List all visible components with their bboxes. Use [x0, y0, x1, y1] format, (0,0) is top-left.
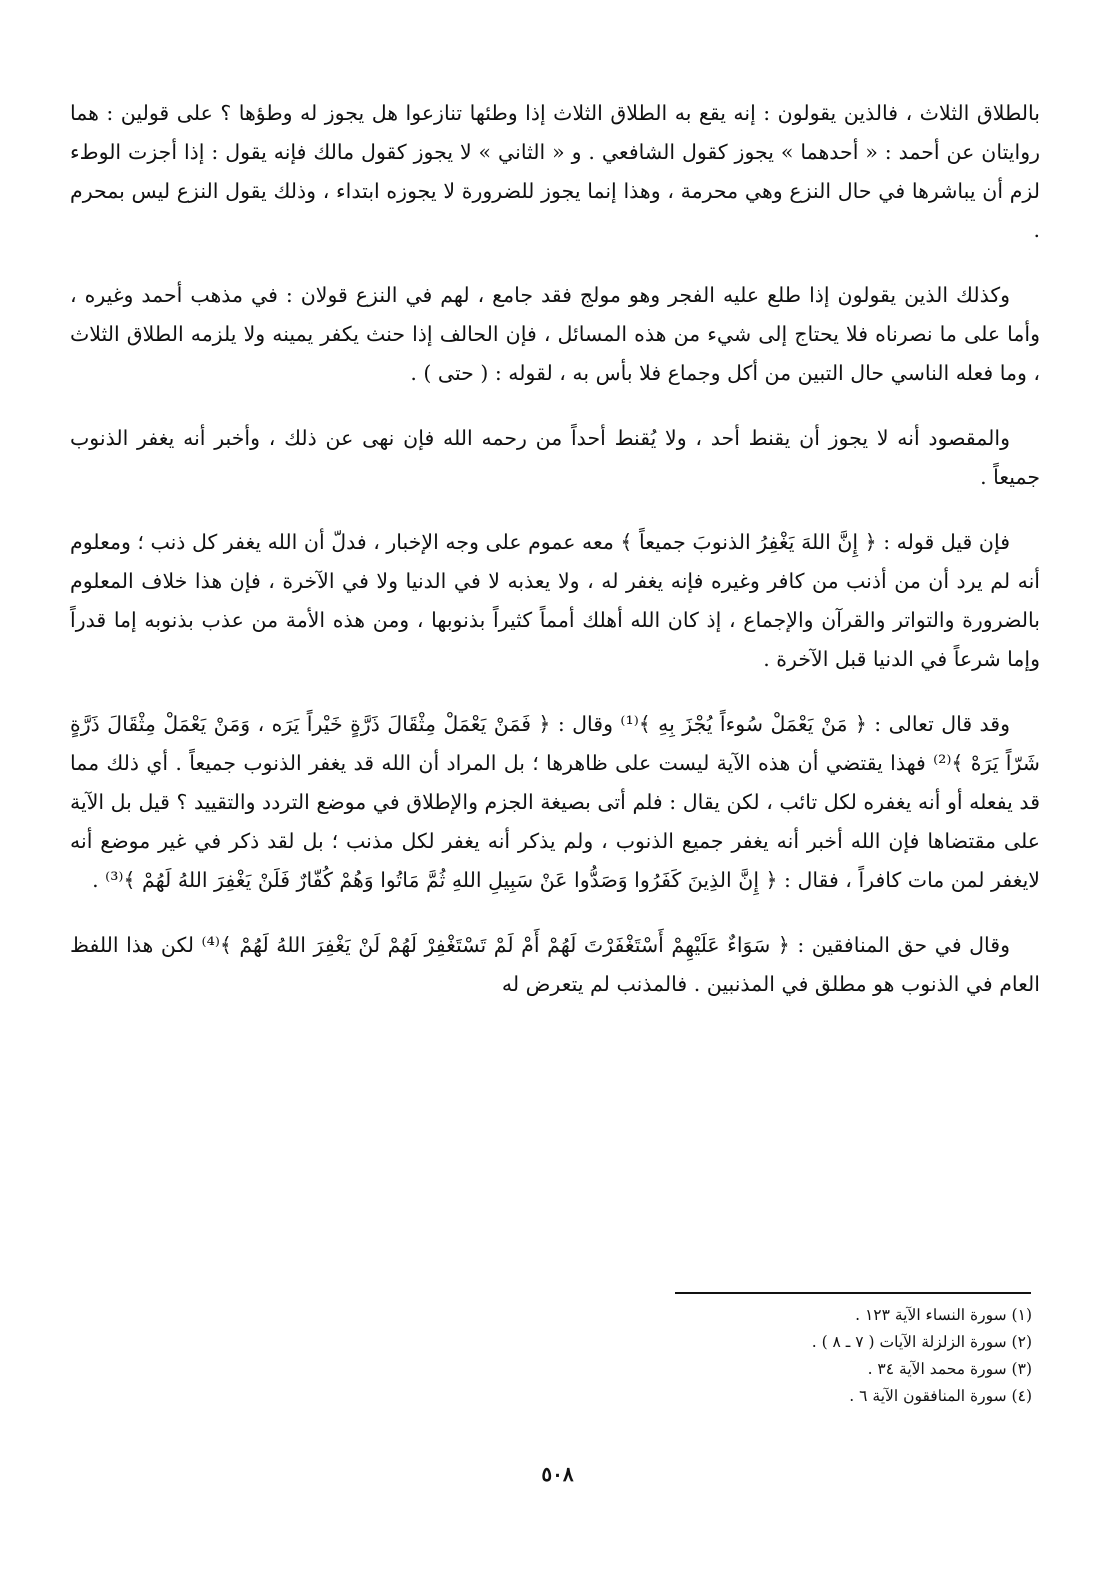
footnote-2: (٢) سورة الزلزلة الآيات ( ٧ ـ ٨ ) .	[811, 1333, 1032, 1351]
footnote-3: (٣) سورة محمد الآية ٣٤ .	[867, 1360, 1032, 1378]
paragraph-3: والمقصود أنه لا يجوز أن يقنط أحد ، ولا يُقنط أحداً من رحمه الله فإن نهى عن ذلك ، وأخبر أنه يغفر الذنوب جميعاً .	[70, 426, 1040, 489]
footnote-1: (١) سورة النساء الآية ١٢٣ .	[855, 1306, 1032, 1324]
paragraph-6: وقال في حق المنافقين : ﴿ سَوَاءٌ عَلَيْهِمْ أَسْتَغْفَرْتَ لَهُمْ أَمْ لَمْ تَسْتَغْفِرْ لَهُمْ لَنْ يَغْفِرَ اللهُ لَهُمْ ﴾⁽⁴⁾ لكن هذا اللفظ العام في الذنوب هو مطلق في المذنبين . فالمذنب لم يتعرض له	[70, 933, 1040, 996]
paragraph-5: وقد قال تعالى : ﴿ مَنْ يَعْمَلْ سُوءاً يُجْزَ بِهِ ﴾⁽¹⁾ وقال : ﴿ فَمَنْ يَعْمَلْ مِثْقَالَ ذَرَّةٍ خَيْراً يَرَه ، وَمَنْ يَعْمَلْ مِثْقَالَ ذَرَّةٍ شَرّاً يَرَهْ ﴾⁽²⁾ فهذا يقتضي أن هذه الآية ليست على ظاهرها ؛ بل المراد أن الله قد يغفر الذنوب جميعاً . أي ذلك مما قد يفعله أو أنه يغفره لكل تائب ، لكن يقال : فلم أتى بصيغة الجزم والإطلاق في موضع التردد والتقييد ؟ قيل بل الآية على مقتضاها فإن الله أخبر أنه يغفر جميع الذنوب ، ولم يذكر أنه يغفر لكل مذنب ؛ بل لقد ذكر في غير موضع أنه لايغفر لمن مات كافراً ، فقال : ﴿ إِنَّ الذِينَ كَفَرُوا وَصَدُّوا عَنْ سَبِيلِ اللهِ ثُمَّ مَاتُوا وَهُمْ كُفّارٌ فَلَنْ يَغْفِرَ اللهُ لَهُمْ ﴾⁽³⁾ .	[70, 712, 1040, 892]
footnotes	[560, 1302, 1032, 1410]
paragraph-4: فإن قيل قوله : ﴿ إِنَّ اللهَ يَغْفِرُ الذنوبَ جميعاً ﴾ معه عموم على وجه الإخبار ، فدلّ أن الله يغفر كل ذنب ؛ ومعلوم أنه لم يرد أن من أذنب من كافر وغيره فإنه يغفر له ، ولا يعذبه لا في الدنيا ولا في الآخرة ، فإن هذا خلاف المعلوم بالضرورة والتواتر والقرآن والإجماع ، إذ كان الله أهلك أمماً كثيراً بذنوبها ، ومن هذه الأمة من عذب بذنوبه إما قدراً وإما شرعاً في الدنيا قبل الآخرة .	[70, 530, 1040, 671]
footnote-4: (٤) سورة المنافقون الآية ٦ .	[849, 1387, 1032, 1405]
page-number: ٥٠٨	[541, 1462, 574, 1486]
paragraph-2: وكذلك الذين يقولون إذا طلع عليه الفجر وهو مولج فقد جامع ، لهم في النزع قولان : في مذهب أحمد وغيره ، وأما على ما نصرناه فلا يحتاج إلى شيء من هذه المسائل ، فإن الحالف إذا حنث يكفر يمينه ولا يلزمه الطلاق الثلاث ، وما فعله الناسي حال التبين من أكل وجماع فلا بأس به ، لقوله : ( حتى ) .	[70, 283, 1040, 385]
paragraph-1: بالطلاق الثلاث ، فالذين يقولون : إنه يقع به الطلاق الثلاث إذا وطئها تنازعوا هل يجوز له وطؤها ؟ على قولين : هما روايتان عن أحمد : « أحدهما » يجوز كقول الشافعي . و « الثاني » لا يجوز كقول مالك فإنه يقول : إذا أجزت الوطء لزم أن يباشرها في حال النزع وهي محرمة ، وهذا إنما يجوز للضرورة لا يجوزه ابتداء ، وذلك يقول النزع ليس بمحرم .	[70, 101, 1040, 242]
footnote-separator	[675, 1292, 1031, 1294]
main-text	[70, 94, 1040, 1030]
